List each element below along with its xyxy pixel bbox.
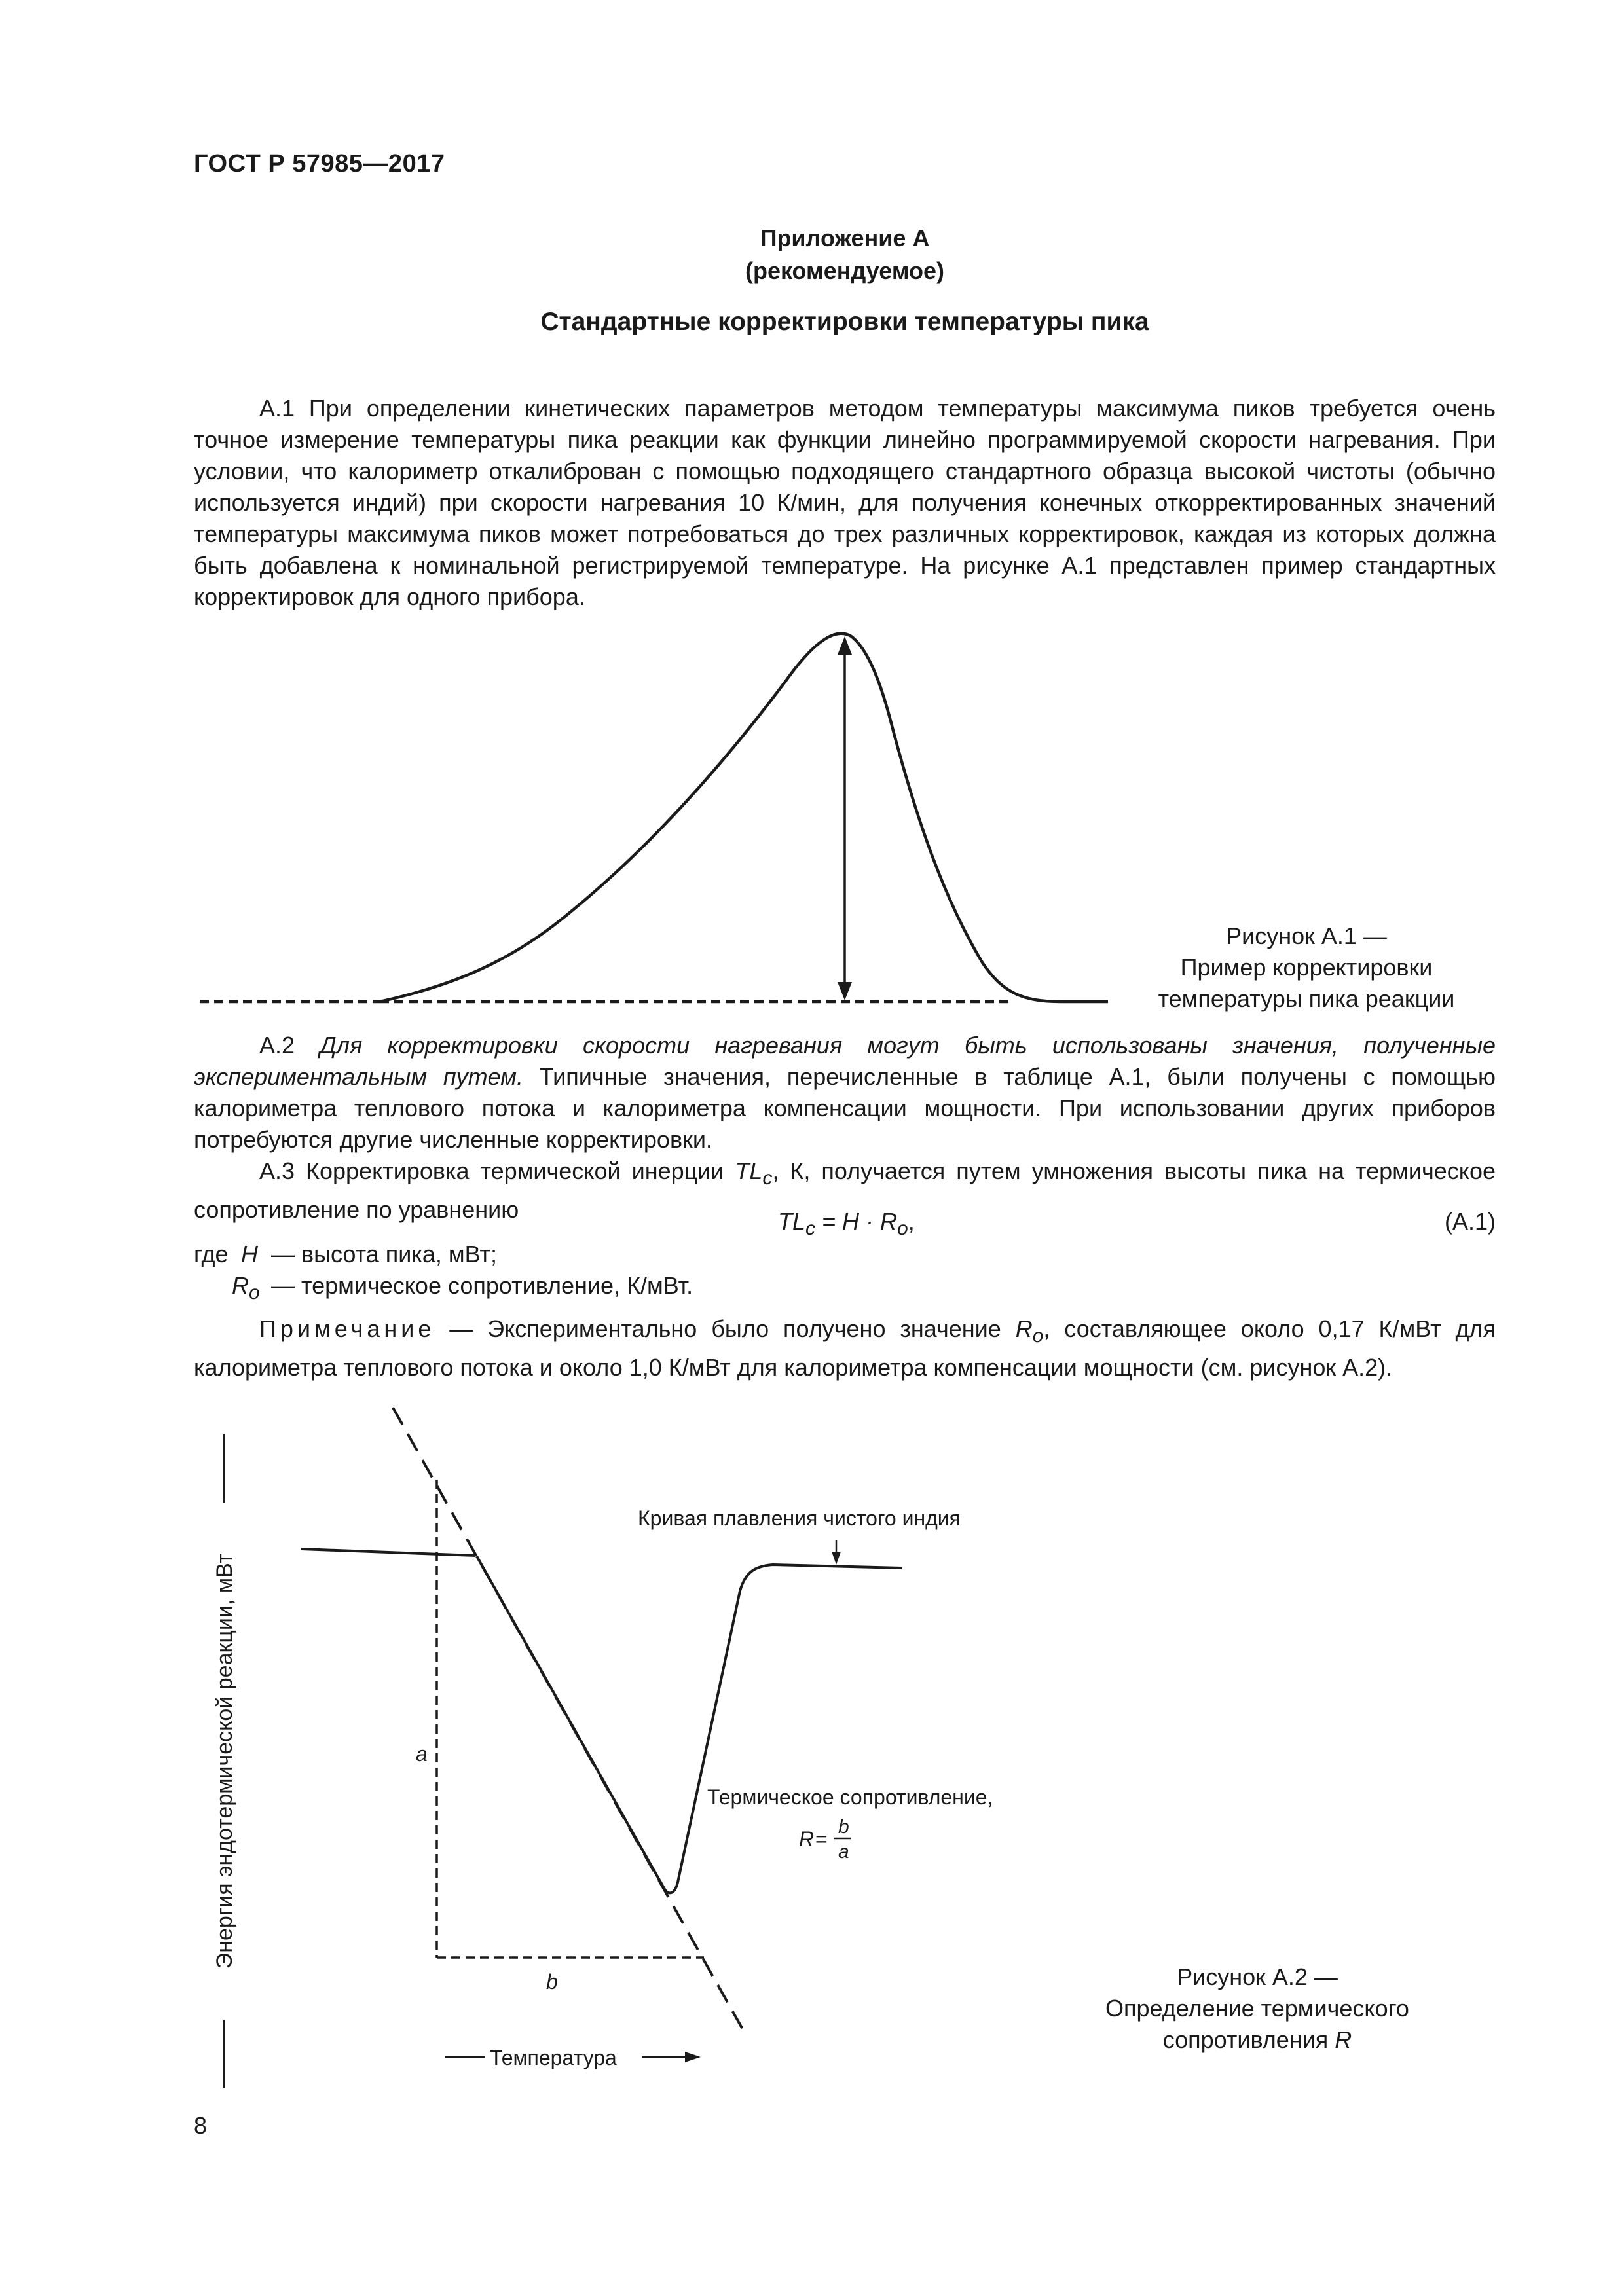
paragraph-a3-text-after: , К, получается путем умножения высоты пика на термическое сопротивление по уравнению	[194, 1157, 1496, 1224]
figure-a2-resistance-diagram	[190, 1394, 1041, 2088]
paragraph-a3-label: А.3	[259, 1157, 295, 1184]
formula-r: R	[799, 1827, 815, 1851]
note-dash: —	[435, 1315, 488, 1342]
paragraph-a2-text: Типичные значения, перечисленные в таблице А.1, были получены с помощью калориметра теплового потока и калориметра компенсации мощности. При использовании других приборов потребуются другие численные корректировки.	[194, 1063, 1496, 1153]
definition-h-text: — высота пика, мВт;	[271, 1241, 497, 1267]
resistance-label: Термическое сопротивление,	[707, 1785, 993, 1809]
figure-a2-caption-line3-group	[1074, 2024, 1441, 2056]
figure-a1-peak-diagram	[190, 622, 1120, 1028]
paragraph-a3-symbol: TL	[735, 1157, 763, 1184]
definition-r-text: — термическое сопротивление, К/мВт.	[271, 1272, 693, 1299]
equation-tail: ,	[908, 1208, 915, 1235]
definitions-list	[194, 1239, 1496, 1302]
equation-rhs: = H · R	[815, 1208, 898, 1235]
curve-label: Кривая плавления чистого индия	[638, 1506, 961, 1530]
note-symbol-sub: o	[1032, 1325, 1044, 1347]
note-symbol: R	[1015, 1315, 1033, 1342]
page-number: 8	[194, 2112, 208, 2139]
figure-a2-caption-line3: сопротивления	[1162, 2026, 1329, 2053]
definitions-where: где	[194, 1241, 229, 1267]
label-b: b	[546, 1970, 558, 1994]
note-text-after: , составляющее около 0,17 К/мВт для калориметра теплового потока и около 1,0 К/мВт для калориметра компенсации мощности (см. рисунок А.2).	[194, 1315, 1496, 1381]
appendix-subtitle: (рекомендуемое)	[745, 257, 944, 284]
paragraph-a2-italic: Для корректировки скорости нагревания могут быть использованы значения, полученные экспериментальным путем.	[194, 1032, 1496, 1090]
equation-lhs-sub: c	[805, 1218, 816, 1240]
figure-a2-caption-line1: Рисунок А.2 —	[1177, 1963, 1338, 1990]
curve-label-arrow-icon	[832, 1552, 841, 1565]
standard-header: ГОСТ Р 57985—2017	[194, 150, 445, 177]
paragraph-a1	[194, 393, 1496, 613]
definition-h	[194, 1239, 1496, 1270]
figure-a1-caption-line3: температуры пика реакции	[1158, 985, 1455, 1012]
note-paragraph	[194, 1313, 1496, 1383]
figure-a2-caption-line2: Определение термического	[1105, 1995, 1409, 2022]
equation-lhs: TL	[778, 1208, 806, 1235]
formula-denominator: a	[838, 1841, 849, 1863]
paragraph-a3-text-before: Корректировка термической инерции	[295, 1157, 735, 1184]
equation-number: (А.1)	[1444, 1208, 1496, 1235]
definition-r-symbol: R	[232, 1272, 249, 1299]
label-a: a	[416, 1742, 428, 1766]
figure-a1-caption-line2: Пример корректировки	[1180, 954, 1433, 981]
formula-numerator: b	[838, 1816, 849, 1838]
indium-melting-curve	[664, 1565, 902, 1893]
figure-a1-caption	[1126, 920, 1486, 1015]
note-text-before: Экспериментально было получено значение	[487, 1315, 1016, 1342]
paragraph-a2	[194, 1030, 1496, 1156]
equation-rhs-sub: o	[897, 1218, 908, 1240]
figure-a2-caption	[1074, 1961, 1441, 2056]
y-axis-label-group	[212, 1434, 237, 2088]
tangent-solid-line	[477, 1556, 664, 1888]
paragraph-a2-label: А.2	[259, 1032, 295, 1059]
definition-r-symbol-group	[232, 1270, 260, 1309]
arrow-down-icon	[838, 982, 852, 1000]
reaction-peak-curve	[380, 634, 1108, 1002]
x-axis-label: Температура	[490, 2046, 617, 2069]
appendix-title: Приложение А	[760, 225, 930, 251]
paragraph-a1-text: А.1 При определении кинетических параметров методом температуры максимума пиков требуется очень точное измерение температуры пика реакции как функции линейно программируемой скорости нагревания. При условии, что калориметр откалиброван с помощью подходящего стандартного образца высокой чистоты (обычно используется индий) при скорости нагревания 10 К/мин, для получения конечных откорректированных значений температуры максимума пиков может потребоваться до трех различных корректировок, каждая из которых должна быть добавлена к номинальной регистрируемой температуре. На рисунке А.1 представлен пример стандартных корректировок для одного прибора.	[194, 395, 1496, 610]
note-label: Примечание	[259, 1315, 435, 1342]
definition-r-sub: o	[249, 1282, 260, 1304]
left-baseline	[301, 1549, 475, 1556]
arrow-up-icon	[838, 636, 852, 655]
figure-a2-caption-symbol: R	[1335, 2026, 1352, 2053]
paragraph-a3-symbol-sub: c	[762, 1167, 773, 1190]
figure-a1-caption-line1: Рисунок А.1 —	[1226, 922, 1387, 949]
definition-h-symbol: H	[241, 1241, 258, 1267]
formula-eq: =	[815, 1827, 828, 1851]
x-axis-arrow-right-icon	[685, 2052, 701, 2062]
definition-r	[194, 1270, 1496, 1302]
y-axis-label: Энергия эндотермической реакции, мВт	[212, 1553, 237, 1969]
section-title: Стандартные корректировки температуры пика	[540, 308, 1149, 336]
